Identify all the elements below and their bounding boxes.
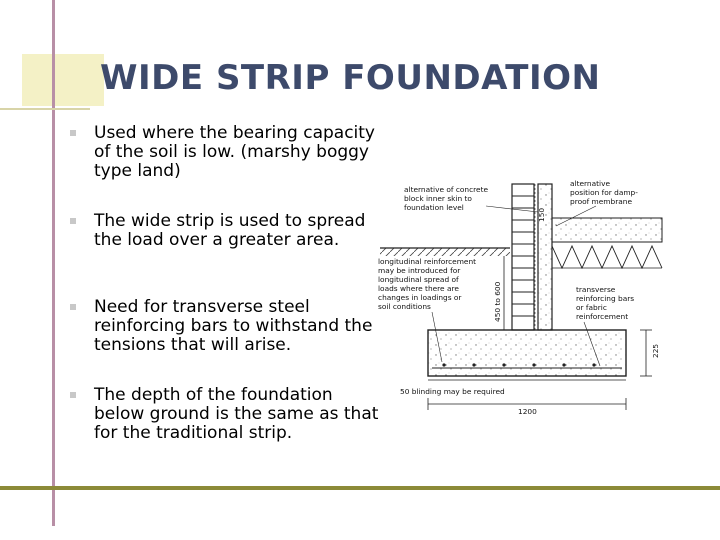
svg-text:reinforcing bars: reinforcing bars [576, 294, 635, 303]
decorative-yellow-block [22, 54, 104, 106]
bullet-text: Used where the bearing capacity of the soil is low. (marshy boggy type land) [94, 123, 375, 181]
hardcore-fill [552, 246, 662, 268]
bullet-item [60, 386, 380, 443]
bullet-square-icon [70, 218, 76, 224]
inner-block-skin [538, 184, 552, 330]
wide-strip-foundation [428, 330, 626, 376]
decorative-vertical-line [52, 0, 55, 526]
bullet-item [60, 124, 380, 181]
label-alt-position [570, 179, 638, 206]
dimension-225-label: 225 [651, 343, 660, 358]
svg-text:proof membrane: proof membrane [570, 197, 632, 206]
outer-wall [512, 184, 534, 330]
svg-text:or fabric: or fabric [576, 303, 607, 312]
svg-text:foundation level: foundation level [404, 203, 464, 212]
svg-text:reinforcement: reinforcement [576, 312, 629, 321]
decorative-horizontal-line [0, 486, 720, 490]
slide-title: WIDE STRIP FOUNDATION [100, 58, 601, 98]
svg-text:may be introduced for: may be introduced for [378, 266, 461, 275]
floor-slab [552, 218, 662, 242]
svg-text:position for damp-: position for damp- [570, 188, 638, 197]
svg-text:longitudinal spread of: longitudinal spread of [378, 275, 459, 284]
bullet-item [60, 212, 380, 250]
decorative-title-rule [0, 108, 90, 110]
bullet-item [60, 298, 380, 355]
svg-text:longitudinal reinforcement: longitudinal reinforcement [378, 257, 477, 266]
foundation-section-diagram [374, 172, 694, 422]
svg-text:loads where there are: loads where there are [378, 284, 459, 293]
label-alt-concrete [404, 185, 488, 212]
bullet-text: Need for transverse steel reinforcing bars to withstand the tensions that will arise. [94, 297, 373, 355]
svg-text:changes in loadings or: changes in loadings or [378, 293, 462, 302]
label-longitudinal [378, 257, 476, 311]
svg-text:block inner skin to: block inner skin to [404, 194, 472, 203]
svg-text:alternative of concrete: alternative of concrete [404, 185, 489, 194]
dimension-450-label: 450 to 600 [493, 281, 502, 322]
svg-text:transverse: transverse [576, 285, 616, 294]
label-transverse [576, 285, 634, 321]
svg-text:alternative: alternative [570, 179, 611, 188]
dimension-150-label: 150 [537, 207, 546, 222]
bullet-text: The depth of the foundation below ground is the same as that for the traditional strip. [94, 385, 379, 443]
bullet-square-icon [70, 304, 76, 310]
bullet-square-icon [70, 130, 76, 136]
bullet-square-icon [70, 392, 76, 398]
dimension-1200-label: 1200 [518, 407, 537, 416]
ground-hatch-left [380, 248, 510, 256]
label-blinding: 50 blinding may be required [400, 387, 505, 396]
bullet-text: The wide strip is used to spread the load over a greater area. [94, 211, 366, 250]
svg-text:soil conditions: soil conditions [378, 302, 431, 311]
